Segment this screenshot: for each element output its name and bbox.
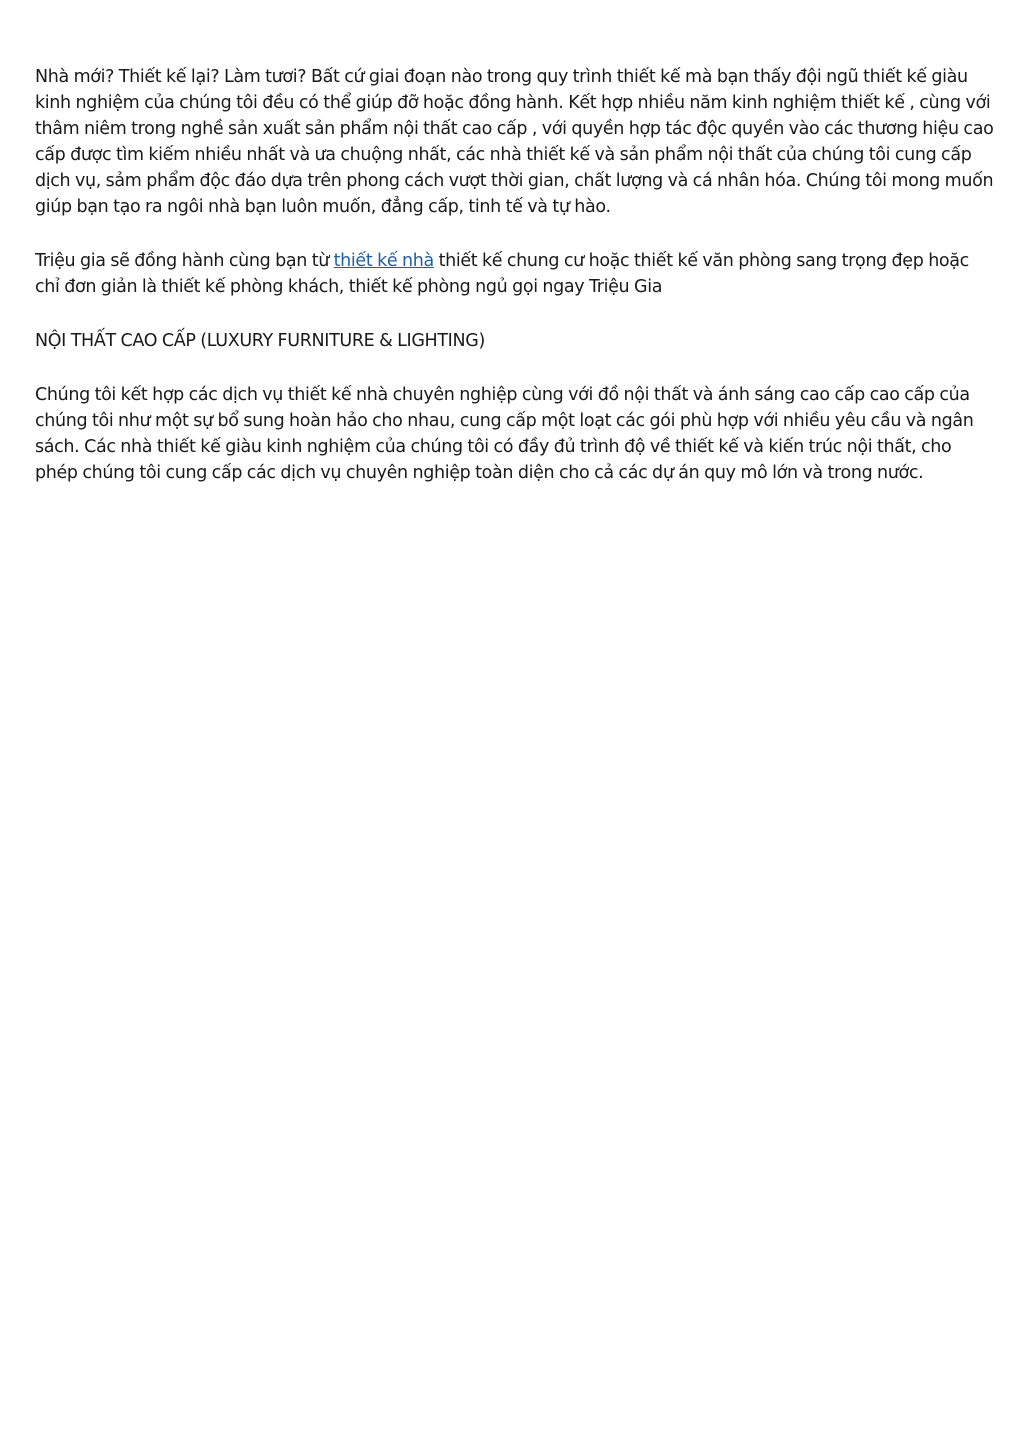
document-body <box>35 64 995 514</box>
home-design-link[interactable]: thiết kế nhà <box>333 251 434 271</box>
intro-paragraph: Nhà mới? Thiết kế lại? Làm tươi? Bất cứ giai đoạn nào trong quy trình thiết kế mà bạn thấy đội ngũ thiết kế giàu kinh nghiệm của chúng tôi đều có thể giúp đỡ hoặc đồng hành. Kết hợp nhiều năm kinh nghiệm thiết kế , cùng với thâm niêm trong nghề sản xuất sản phẩm nội thất cao cấp , với quyền hợp tác độc quyền vào các thương hiệu cao cấp được tìm kiếm nhiều nhất và ưa chuộng nhất, các nhà thiết kế và sản phẩm nội thất của chúng tôi cung cấp dịch vụ, sảm phẩm độc đáo dựa trên phong cách vượt thời gian, chất lượng và cá nhân hóa. Chúng tôi mong muốn giúp bạn tạo ra ngôi nhà bạn luôn muốn, đẳng cấp, tinh tế và tự hào. <box>35 67 994 217</box>
section-heading: NỘI THẤT CAO CẤP (LUXURY FURNITURE & LIGHTING) <box>35 331 485 351</box>
furniture-paragraph: Chúng tôi kết hợp các dịch vụ thiết kế nhà chuyên nghiệp cùng với đồ nội thất và ánh sáng cao cấp cao cấp của chúng tôi như một sự bổ sung hoàn hảo cho nhau, cung cấp một loạt các gói phù hợp với nhiều yêu cầu và ngân sách. Các nhà thiết kế giàu kinh nghiệm của chúng tôi có đầy đủ trình độ về thiết kế và kiến trúc nội thất, cho phép chúng tôi cung cấp các dịch vụ chuyên nghiệp toàn diện cho cả các dự án quy mô lớn và trong nước. <box>35 385 974 483</box>
services-paragraph <box>35 248 995 300</box>
services-text-start: Triệu gia sẽ đồng hành cùng bạn từ <box>35 251 334 271</box>
services-text-end: thiết kế chung cư hoặc thiết kế văn phòng sang trọng đẹp hoặc chỉ đơn giản là thiết kế phòng khách, thiết kế phòng ngủ gọi ngay Triệu Gia <box>35 251 969 297</box>
